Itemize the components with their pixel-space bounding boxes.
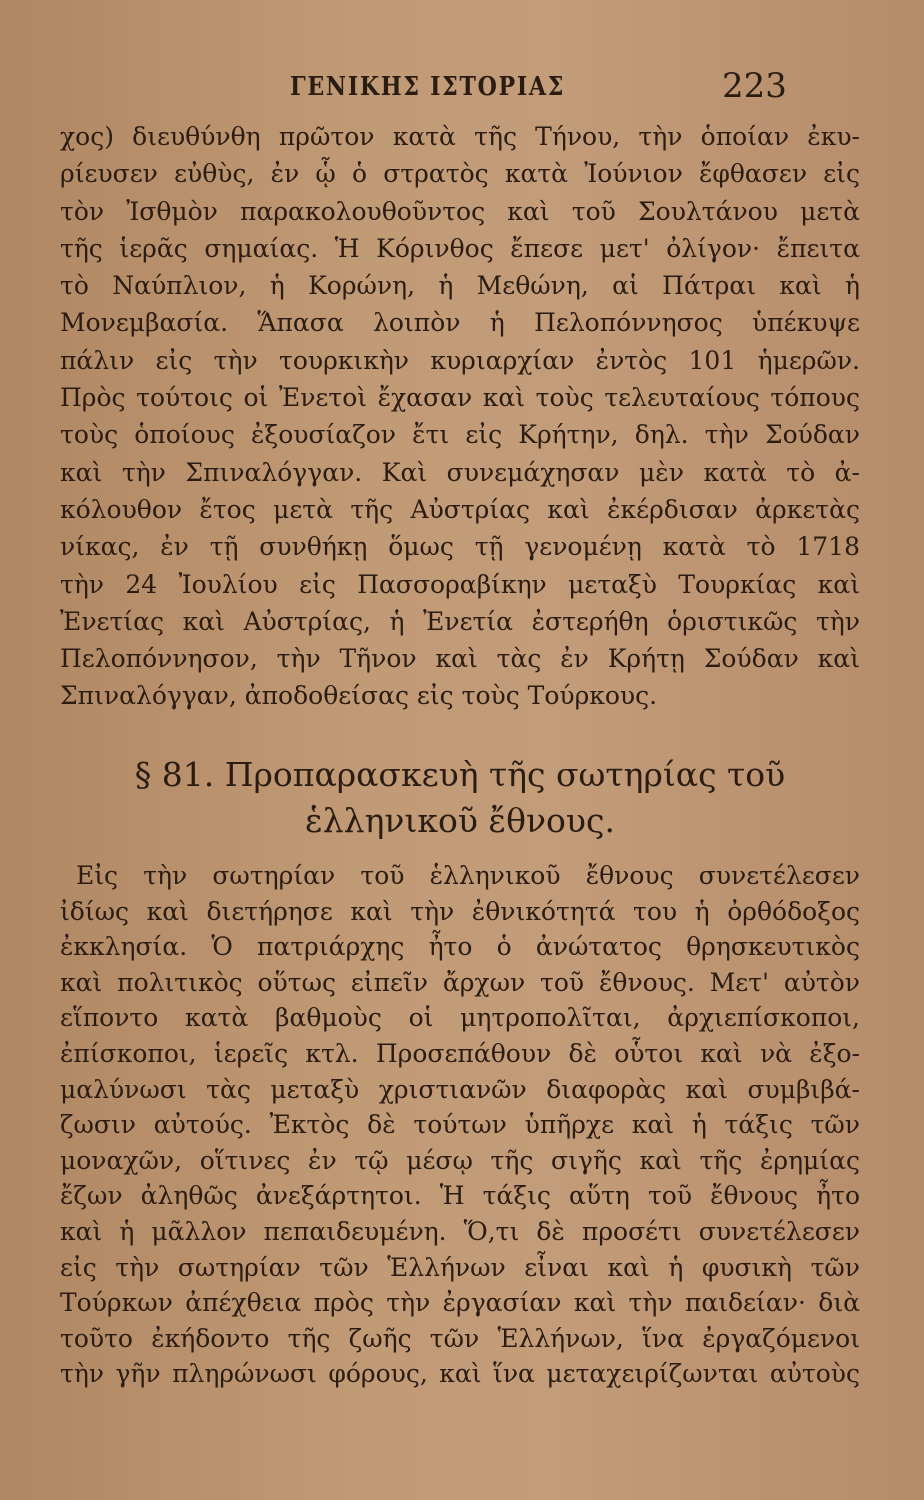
running-head [0,66,924,110]
text-line: Πελοπόννησον, τὴν Τῆνον καὶ τὰς ἐν Κρήτῃ Σούδαν καὶ [60,644,860,674]
page-number: 223 [722,66,787,106]
section-heading-line-1: § 81. Προπαρασκευὴ τῆς σωτηρίας τοῦ [134,755,786,794]
text-line: μαλύνωσι τὰς μεταξὺ χριστιανῶν διαφορὰς καὶ συμβιβά- [60,1074,860,1104]
text-line: ἐπίσκοποι, ἱερεῖς κτλ. Προσεπάθουν δὲ οὗτοι καὶ νὰ ἐξο- [60,1038,860,1068]
text-line: Εἰς τὴν σωτηρίαν τοῦ ἑλληνικοῦ ἔθνους συνετέλεσεν [76,861,860,890]
text-line: χος) διευθύνθη πρῶτον κατὰ τῆς Τήνου, τὴν ὁποίαν ἐκυ- [60,122,860,151]
text-line: ἐκκλησία. Ὁ πατριάρχης ἦτο ὁ ἀνώτατος θρησκευτικὸς [60,932,860,962]
paragraph-1 [60,118,860,715]
section-heading [60,752,860,844]
text-line: Πρὸς τούτοις οἱ Ἐνετοὶ ἔχασαν καὶ τοὺς τελευταίους τόπους [60,383,860,413]
text-line: ζωσιν αὐτούς. Ἐκτὸς δὲ τούτων ὑπῆρχε καὶ ἡ τάξις τῶν [60,1110,860,1140]
running-title: ΓΕΝΙΚΗΣ ΙΣΤΟΡΙΑΣ [290,72,566,102]
text-line: τοῦτο ἐκήδοντο τῆς ζωῆς τῶν Ἑλλήνων, ἵνα ἐργαζόμενοι [60,1323,860,1353]
section-heading-line-2: ἑλληνικοῦ ἔθνους. [305,801,615,840]
text-line: Σπιναλόγγαν, ἀποδοθείσας εἰς τοὺς Τούρκους. [60,681,658,711]
text-line: πάλιν εἰς τὴν τουρκικὴν κυριαρχίαν ἐντὸς 101 ἡμερῶν. [60,345,860,375]
text-line: τὴν 24 Ἰουλίου εἰς Πασσοραβίκην μεταξὺ Τουρκίας καὶ [60,569,860,599]
text-line: καὶ πολιτικὸς οὕτως εἰπεῖν ἄρχων τοῦ ἔθνους. Μετ' αὐτὸν [60,967,860,997]
text-line: τὴν γῆν πληρώνωσι φόρους, καὶ ἵνα μεταχειρίζωνται αὐτοὺς [60,1359,860,1389]
text-line: ἔζων ἀληθῶς ἀνεξάρτητοι. Ἡ τάξις αὕτη τοῦ ἔθνους ἦτο [60,1181,860,1211]
text-line: ρίευσεν εὐθὺς, ἐν ᾧ ὁ στρατὸς κατὰ Ἰούνιον ἔφθασεν εἰς [60,159,860,189]
text-line: ἰδίως καὶ διετήρησε καὶ τὴν ἐθνικότητά του ἡ ὀρθόδοξος [60,896,860,926]
text-line: εἵποντο κατὰ βαθμοὺς οἱ μητροπολῖται, ἀρχιεπίσκοποι, [60,1003,860,1033]
text-line: τοὺς ὁποίους ἐξουσίαζον ἔτι εἰς Κρήτην, δηλ. τὴν Σούδαν [60,420,860,450]
text-line: τὸ Ναύπλιον, ἡ Κορώνη, ἡ Μεθώνη, αἱ Πάτραι καὶ ἡ [60,271,860,301]
text-line: Τούρκων ἀπέχθεια πρὸς τὴν ἐργασίαν καὶ τὴν παιδείαν· διὰ [60,1288,860,1318]
text-line: μοναχῶν, οἵτινες ἐν τῷ μέσῳ τῆς σιγῆς καὶ τῆς ἐρημίας [60,1145,860,1175]
text-line: νίκας, ἐν τῇ συνθήκῃ ὅμως τῇ γενομένῃ κατὰ τὸ 1718 [60,532,860,562]
text-line: καὶ ἡ μᾶλλον πεπαιδευμένη. Ὅ,τι δὲ προσέτι συνετέλεσεν [60,1216,860,1246]
text-line: εἰς τὴν σωτηρίαν τῶν Ἑλλήνων εἶναι καὶ ἡ φυσικὴ τῶν [60,1252,860,1282]
text-line: Μονεμβασία. Ἅπασα λοιπὸν ἡ Πελοπόννησος ὑπέκυψε [60,308,860,338]
text-line: καὶ τὴν Σπιναλόγγαν. Καὶ συνεμάχησαν μὲν κατὰ τὸ ἀ- [60,457,860,487]
text-line: Ἐνετίας καὶ Αὐστρίας, ἡ Ἐνετία ἐστερήθη ὁριστικῶς τὴν [60,606,860,636]
text-line: τῆς ἱερᾶς σημαίας. Ἡ Κόρινθος ἔπεσε μετ' ὀλίγον· ἔπειτα [60,233,860,263]
text-line: τὸν Ἰσθμὸν παρακολουθοῦντος καὶ τοῦ Σουλτάνου μετὰ [60,196,860,226]
text-line: κόλουθον ἔτος μετὰ τῆς Αὐστρίας καὶ ἐκέρδισαν ἀρκετὰς [60,494,860,524]
paragraph-2 [60,858,860,1392]
